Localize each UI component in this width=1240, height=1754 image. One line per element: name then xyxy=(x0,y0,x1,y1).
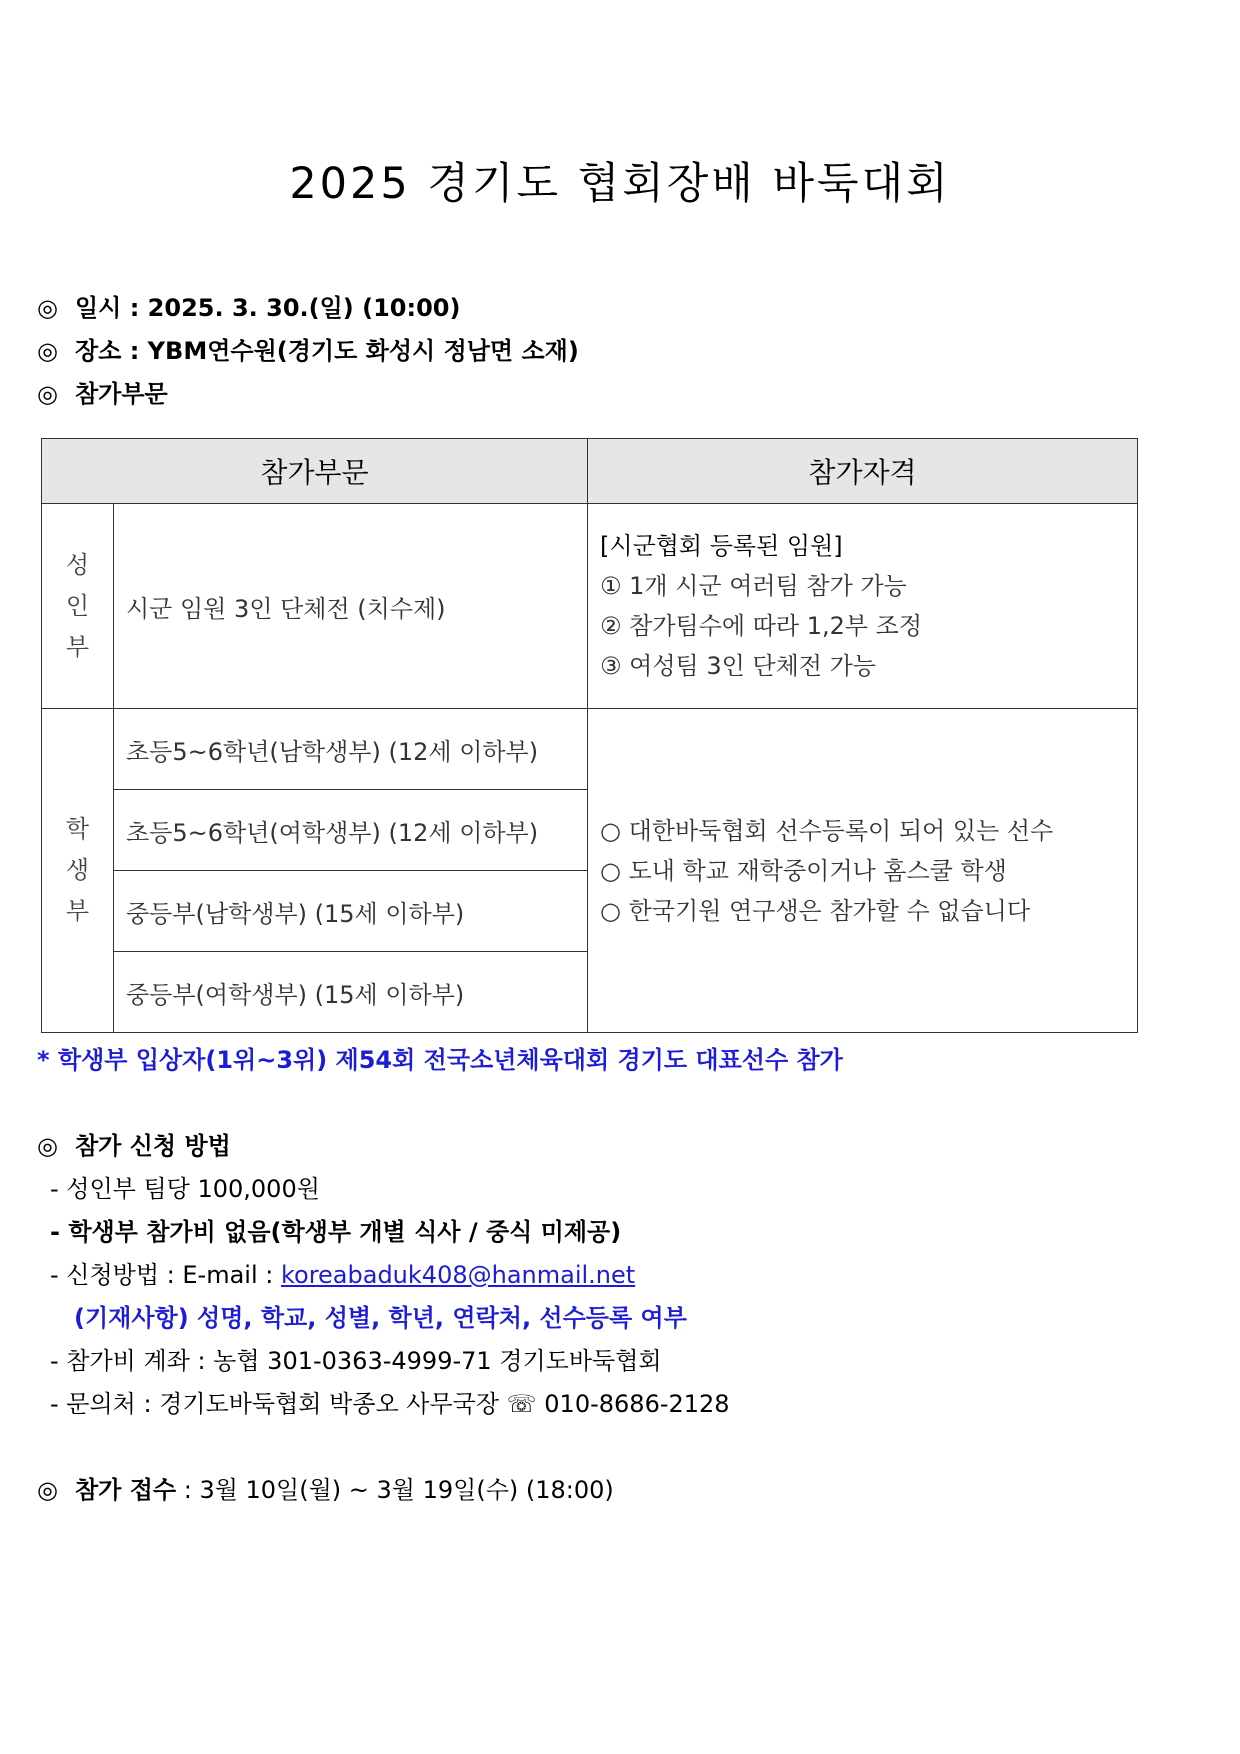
student-qualifications xyxy=(588,709,1138,1033)
table-header-division: 참가부문 xyxy=(42,439,588,504)
page-title: 2025 경기도 협회장배 바둑대회 xyxy=(289,159,951,209)
double-circle-icon: ◎ xyxy=(37,1132,58,1160)
table-header-qualification: 참가자격 xyxy=(588,439,1138,504)
adult-fee: - 성인부 팀당 100,000원 xyxy=(50,1175,320,1203)
table-header-row xyxy=(42,439,1138,504)
student-division-name: 초등5~6학년(여학생부) (12세 이하부) xyxy=(114,790,588,871)
contact-info: - 문의처 : 경기도바둑협회 박종오 사무국장 ☏ 010-8686-2128 xyxy=(50,1390,730,1418)
list-item: ○ 한국기원 연구생은 참가할 수 없습니다 xyxy=(600,896,1031,925)
email-link[interactable]: koreabaduk408@hanmail.net xyxy=(280,1261,636,1289)
application-method-label: - 신청방법 : E-mail : xyxy=(50,1261,281,1289)
reception-period: : 3월 10일(월) ~ 3월 19일(수) (18:00) xyxy=(176,1476,614,1504)
adult-division-name: 시군 임원 3인 단체전 (치수제) xyxy=(114,504,588,709)
student-division-name: 초등5~6학년(남학생부) (12세 이하부) xyxy=(114,709,588,790)
application-heading-line xyxy=(37,1126,231,1161)
list-item: ③ 여성팀 3인 단체전 가능 xyxy=(600,652,876,680)
list-item: ○ 도내 학교 재학중이거나 홈스쿨 학생 xyxy=(600,856,1007,885)
adult-qualification-title: [시군협회 등록된 임원] xyxy=(600,532,843,560)
place-line xyxy=(37,331,579,366)
student-fee: - 학생부 참가비 없음(학생부 개별 식사 / 중식 미제공) xyxy=(50,1218,622,1246)
student-division-name: 중등부(여학생부) (15세 이하부) xyxy=(114,952,588,1033)
application-method xyxy=(50,1255,635,1290)
reception-label: 참가 접수 xyxy=(75,1476,177,1504)
date-text: 일시 : 2025. 3. 30.(일) (10:00) xyxy=(75,294,461,322)
category-student: 학 생 부 xyxy=(42,709,114,1033)
fee-account: - 참가비 계좌 : 농협 301-0363-4999-71 경기도바둑협회 xyxy=(50,1347,662,1375)
place-text: 장소 : YBM연수원(경기도 화성시 정남면 소재) xyxy=(75,337,579,365)
category-adult: 성 인 부 xyxy=(42,504,114,709)
division-table xyxy=(41,438,1138,1033)
required-fields: (기재사항) 성명, 학교, 성별, 학년, 연락처, 선수등록 여부 xyxy=(74,1304,687,1332)
list-item: ① 1개 시군 여러팀 참가 가능 xyxy=(600,572,907,600)
division-heading: 참가부문 xyxy=(75,380,168,408)
list-item: ② 참가팀수에 따라 1,2부 조정 xyxy=(600,612,923,640)
date-line xyxy=(37,288,460,323)
double-circle-icon: ◎ xyxy=(37,1476,58,1504)
table-row-student xyxy=(42,709,1138,790)
table-row-adult xyxy=(42,504,1138,709)
student-division-name: 중등부(남학생부) (15세 이하부) xyxy=(114,871,588,952)
division-heading-line xyxy=(37,374,168,409)
student-award-note: * 학생부 입상자(1위~3위) 제54회 전국소년체육대회 경기도 대표선수 참가 xyxy=(37,1046,843,1074)
double-circle-icon: ◎ xyxy=(37,294,58,322)
adult-qualifications xyxy=(588,504,1138,709)
application-heading: 참가 신청 방법 xyxy=(75,1132,231,1160)
list-item: ○ 대한바둑협회 선수등록이 되어 있는 선수 xyxy=(600,816,1054,845)
reception-line xyxy=(37,1470,614,1505)
double-circle-icon: ◎ xyxy=(37,380,58,408)
double-circle-icon: ◎ xyxy=(37,337,58,365)
